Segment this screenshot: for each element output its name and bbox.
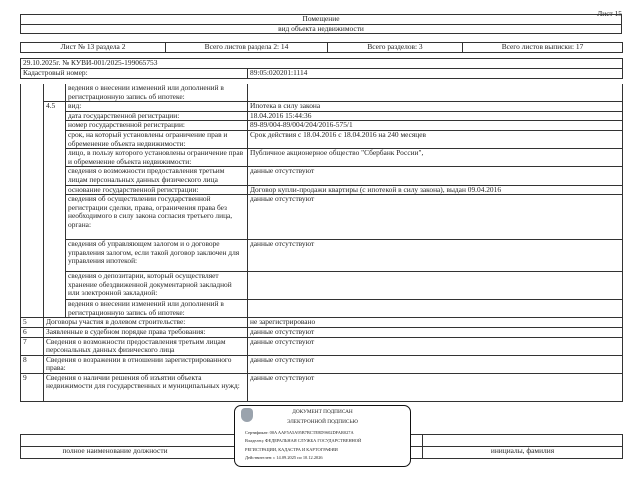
stamp-valid: Действителен: с 14.09.2025 по 10.12.2026 — [245, 455, 323, 460]
table-row — [21, 149, 623, 167]
sheet-number: Лист 15 — [597, 9, 622, 18]
row-label: срок, на который установлены ограничение прав и обременение объекта недвижимости: — [66, 130, 248, 148]
row-label: вид: — [66, 102, 248, 112]
section-value: данные отсутствуют — [248, 327, 623, 337]
section-value: не зарегистрировано — [248, 318, 623, 328]
sheet-info — [20, 42, 623, 53]
row-value: Публичное акционерное общество "Сбербанк России", — [248, 149, 623, 167]
table-row — [21, 185, 623, 195]
row-label: основание государственной регистрации: — [66, 185, 248, 195]
row-label: ведения о внесении изменений или дополнений в регистрационную запись об ипотеке: — [66, 300, 248, 318]
section-label: Заявленные в судебном порядке права требования: — [44, 327, 248, 337]
table-row — [21, 130, 623, 148]
stamp-owner-1: Владелец: ФЕДЕРАЛЬНАЯ СЛУЖБА ГОСУДАРСТВЕННОЙ — [245, 438, 362, 443]
section-number: 5 — [21, 318, 44, 328]
table-row — [21, 121, 623, 131]
row-value — [248, 272, 623, 300]
name-label: инициалы, фамилия — [423, 447, 623, 459]
row-value: данные отсутствуют — [248, 167, 623, 185]
row-value: Договор купли-продажи квартиры (с ипотекой в силу закона), выдан 09.04.2016 — [248, 185, 623, 195]
row-label: сведения об управляющем залогом и о договоре управления залогом, если такой договор заключен для управления ипотекой: — [66, 240, 248, 272]
stamp-title-2: ЭЛЕКТРОННОЙ ПОДПИСЬЮ — [287, 419, 358, 425]
row-value — [248, 300, 623, 318]
table-row — [21, 195, 623, 240]
row-label: номер государственной регистрации: — [66, 121, 248, 131]
extract-date-number: 29.10.2025г. № КУВИ-001/2025-199065753 — [21, 59, 623, 69]
subsection-number: 4.5 — [44, 102, 66, 318]
table-row — [21, 373, 623, 401]
row-label: дата государственной регистрации: — [66, 111, 248, 121]
table-row — [21, 111, 623, 121]
row-value: данные отсутствуют — [248, 195, 623, 240]
section-number: 8 — [21, 355, 44, 373]
table-row — [21, 318, 623, 328]
cadastral-label: Кадастровый номер: — [21, 69, 248, 79]
row-label: лицо, в пользу которого установлены ограничение прав и обременение объекта недвижимости: — [66, 149, 248, 167]
object-type-label: вид объекта недвижимости — [21, 24, 622, 34]
section-number: 9 — [21, 373, 44, 401]
sections-total: Всего разделов: 3 — [328, 43, 463, 53]
row-value: 89-89/004-89/004/204/2016-575/1 — [248, 121, 623, 131]
encumbrance-table — [20, 84, 623, 402]
table-row — [21, 167, 623, 185]
row-label: сведения о депозитарии, который осуществляет хранение обездвиженной документарной закладной или электронной закладной: — [66, 272, 248, 300]
section-label: Сведения о возможности предоставления третьим лицам персональных данных физического лица — [44, 337, 248, 355]
cadastral-number: 89:05:020201:1114 — [248, 69, 623, 79]
row-value: 18.04.2016 15:44:36 — [248, 111, 623, 121]
stamp-owner-2: РЕГИСТРАЦИИ, КАДАСТРА И КАРТОГРАФИИ — [245, 447, 338, 452]
table-row — [21, 272, 623, 300]
stamp-title-1: ДОКУМЕНТ ПОДПИСАН — [292, 409, 353, 415]
row-value: Ипотека в силу закона — [248, 102, 623, 112]
sheet-of-section: Лист № 13 раздела 2 — [21, 43, 166, 53]
table-row — [21, 355, 623, 373]
stamp-certificate: Сертификат: 00A AAF5A5A95B7BCTE8D9S02DFAR027A — [245, 430, 354, 435]
section-value: данные отсутствуют — [248, 355, 623, 373]
section-label: Договоры участия в долевом строительстве: — [44, 318, 248, 328]
name-field — [423, 435, 623, 447]
position-label: полное наименование должности — [21, 447, 423, 459]
row-label: сведения об осуществлении государственной регистрации сделки, права, ограничения права без необходимого в силу закона согласия третьего лица, органа: — [66, 195, 248, 240]
subsection-number-cell — [44, 84, 66, 102]
table-row — [21, 327, 623, 337]
table-row — [21, 337, 623, 355]
section-number-cell — [21, 84, 44, 318]
extract-sheets-total: Всего листов выписки: 17 — [463, 43, 623, 53]
section-label: Сведения о наличии решения об изъятии объекта недвижимости для государственных и муниципальных нужд: — [44, 373, 248, 401]
section-number: 7 — [21, 337, 44, 355]
object-header — [20, 14, 622, 34]
section-sheets-total: Всего листов раздела 2: 14 — [166, 43, 328, 53]
table-row — [21, 84, 623, 102]
section-value: данные отсутствуют — [248, 373, 623, 401]
row-value: Срок действия с 18.04.2016 с 18.04.2016 на 240 месяцев — [248, 130, 623, 148]
table-row — [21, 300, 623, 318]
section-value: данные отсутствуют — [248, 337, 623, 355]
row-label: ведения о внесении изменений или дополнений в регистрационную запись об ипотеке: — [66, 84, 248, 102]
row-value — [248, 84, 623, 102]
row-value: данные отсутствуют — [248, 240, 623, 272]
section-number: 6 — [21, 327, 44, 337]
row-label: сведения о возможности предоставления третьим лицам персональных данных физического лица — [66, 167, 248, 185]
table-row — [21, 240, 623, 272]
table-row — [21, 102, 623, 112]
electronic-signature-stamp — [234, 405, 411, 467]
section-label: Сведения о возражении в отношении зарегистрированного права: — [44, 355, 248, 373]
object-name: Помещение — [21, 15, 622, 25]
registration-info — [20, 58, 623, 79]
